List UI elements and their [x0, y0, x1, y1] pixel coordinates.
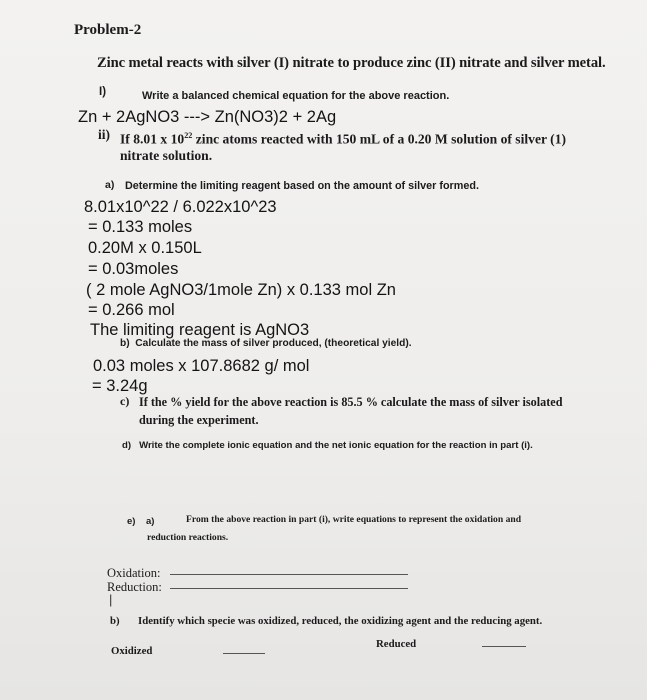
reduced-label: Reduced	[376, 638, 417, 650]
problem-intro: Zinc metal reacts with silver (I) nitrate to produce zinc (II) nitrate and silver metal.	[97, 55, 606, 71]
part-ii-number: ii)	[98, 127, 111, 142]
part-c-label: c)	[120, 394, 130, 408]
work-line: 8.01x10^22 / 6.022x10^23	[84, 198, 277, 216]
part-a-question: Determine the limiting reagent based on the amount of silver formed.	[125, 180, 479, 192]
work-line: 0.20M x 0.150L	[88, 239, 202, 257]
part-ii-question-line2: nitrate solution.	[120, 148, 213, 163]
oxidation-answer-line[interactable]	[170, 574, 408, 575]
oxidation-label: Oxidation:	[107, 566, 161, 580]
part-d-question: d) Write the complete ionic equation and the net ionic equation for the reaction in part (i).	[122, 440, 533, 451]
problem-title: Problem-2	[74, 22, 142, 38]
part-i-number: I)	[99, 86, 107, 98]
part-ii-question-line1: If 8.01 x $10^{22}$ zinc atoms reacted with 150 mL of a 0.20 M solution of silver (1)	[120, 131, 567, 147]
part-b-question: b) Calculate the mass of silver produced, (theoretical yield).	[120, 338, 412, 349]
reduction-answer-line[interactable]	[170, 588, 408, 589]
theoretical-yield-answer: = 3.24g	[92, 377, 148, 395]
text-cursor: |	[109, 592, 113, 607]
part-a-label: a)	[105, 179, 115, 191]
part-e-b-label: b)	[110, 615, 120, 627]
part-e-question-line1: From the above reaction in part (i), write equations to represent the oxidation and	[186, 514, 522, 525]
part-e-label: e) a)	[127, 516, 155, 527]
reduced-answer-line[interactable]	[482, 646, 526, 647]
part-e-b-question: Identify which specie was oxidized, reduced, the oxidizing agent and the reducing agent.	[138, 615, 543, 627]
work-line: 0.03 moles x 107.8682 g/ mol	[93, 357, 310, 375]
oxidized-label: Oxidized	[111, 645, 153, 657]
part-e-question-line2: reduction reactions.	[147, 532, 229, 543]
part-c-question-line1: If the % yield for the above reaction is 85.5 % calculate the mass of silver isolated	[139, 395, 563, 409]
part-i-question: Write a balanced chemical equation for the above reaction.	[142, 90, 450, 102]
work-line: ( 2 mole AgNO3/1mole Zn) x 0.133 mol Zn	[86, 281, 396, 299]
work-line: = 0.133 moles	[88, 218, 193, 236]
part-c-question-line2: during the experiment.	[139, 413, 259, 427]
work-line: = 0.266 mol	[88, 301, 175, 319]
equation-answer: Zn + 2AgNO3 ---> Zn(NO3)2 + 2Ag	[78, 108, 337, 126]
oxidized-answer-line[interactable]	[223, 653, 265, 654]
work-line: = 0.03moles	[88, 260, 179, 278]
limiting-reagent-answer: The limiting reagent is AgNO3	[90, 321, 310, 339]
reduction-label: Reduction:	[107, 580, 162, 594]
